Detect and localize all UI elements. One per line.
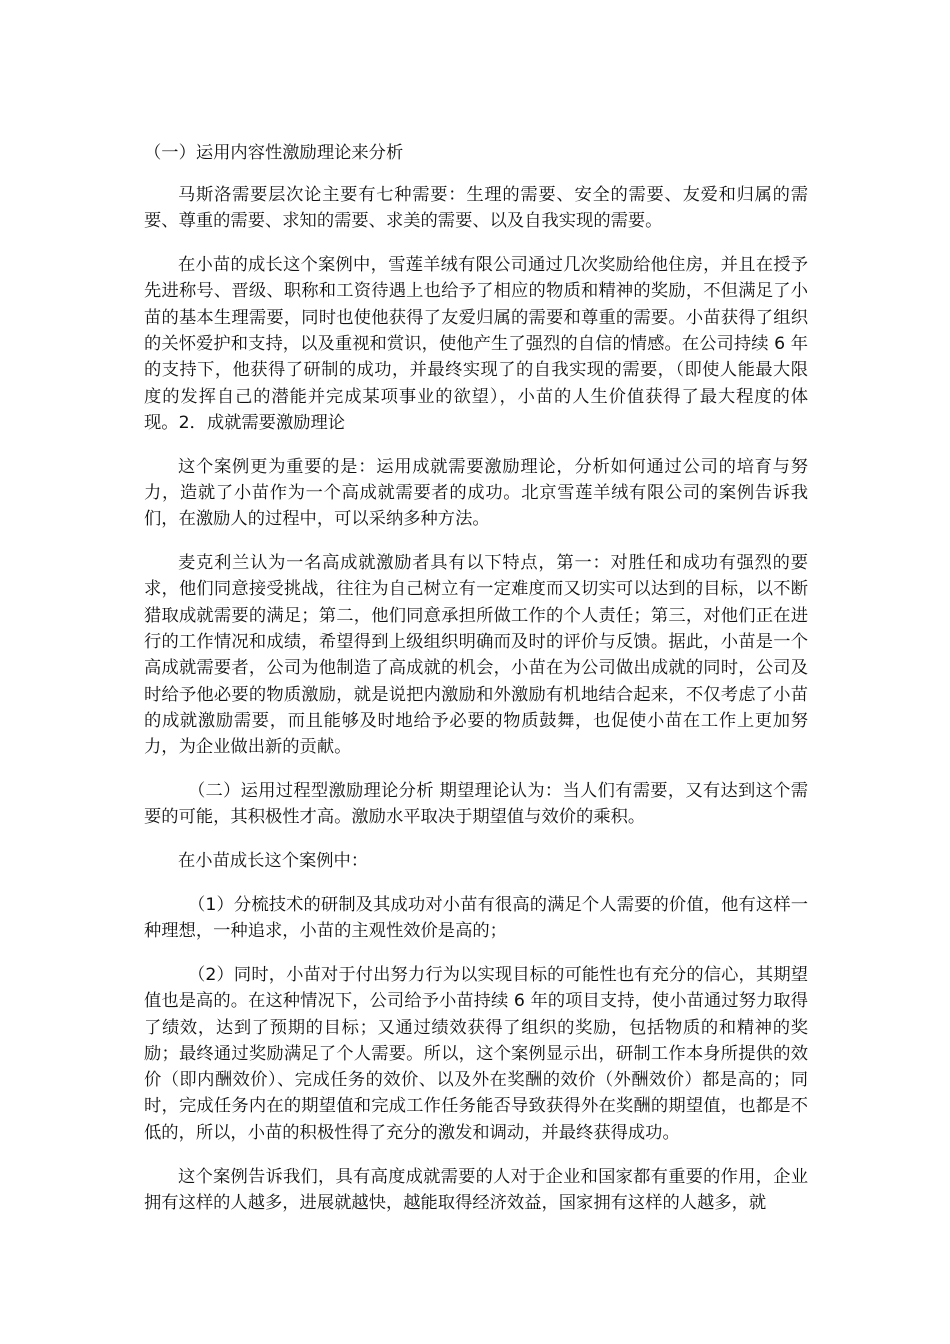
paragraph-point-1: （1）分梳技术的研制及其成功对小苗有很高的满足个人需要的价值，他有这样一种理想，一种追求，小苗的主观性效价是高的；: [144, 894, 808, 942]
document-page: [144, 140, 808, 1234]
paragraph-process-theory: （二）运用过程型激励理论分析 期望理论认为：当人们有需要，又有达到这个需要的可能，其积极性才高。激励水平取决于期望值与效价的乘积。: [144, 780, 808, 828]
paragraph-maslow: 马斯洛需要层次论主要有七种需要：生理的需要、安全的需要、友爱和归属的需要、尊重的需要、求知的需要、求美的需要、以及自我实现的需要。: [144, 185, 808, 232]
paragraph-mcclelland: 麦克利兰认为一名高成就激励者具有以下特点，第一：对胜任和成功有强烈的要求，他们同意接受挑战，往往为自己树立有一定难度而又切实可以达到的目标，以不断猎取成就需要的满足；第二，他们同意承担所做工作的个人责任；第三，对他们正在进行的工作情况和成绩，希望得到上级组织明确而及时的评价与反馈。据此，小苗是一个高成就需要者，公司为他制造了高成就的机会，小苗在为公司做出成就的同时，公司及时给予他必要的物质激励，就是说把内激励和外激励有机地结合起来，不仅考虑了小苗的成就激励需要，而且能够及时地给予必要的物质鼓舞，也促使小苗在工作上更加努力，为企业做出新的贡献。: [144, 553, 808, 758]
section-heading: （一）运用内容性激励理论来分析: [144, 143, 404, 163]
paragraph-case-growth: 在小苗的成长这个案例中，雪莲羊绒有限公司通过几次奖励给他住房，并且在授予先进称号、晋级、职称和工资待遇上也给予了相应的物质和精神的奖励，不但满足了小苗的基本生理需要，同时也使他获得了友爱归属的需要和尊重的需要。小苗获得了组织的关怀爱护和支持，以及重视和赏识，使他产生了强烈的自信的情感。在公司持续 6 年的支持下，他获得了研制的成功，并最终实现了的自我实现的需要，（即使人能最大限度的发挥自己的潜能并完成某项事业的欲望），小苗的人生价值获得了最大程度的体现。2．成就需要激励理论: [144, 255, 808, 433]
paragraph-case-intro: 在小苗成长这个案例中：: [178, 851, 369, 872]
paragraph-achievement: 这个案例更为重要的是：运用成就需要激励理论，分析如何通过公司的培育与努力，造就了小苗作为一个高成就需要者的成功。北京雪莲羊绒有限公司的案例告诉我们，在激励人的过程中，可以采纳多种方法。: [144, 456, 808, 530]
paragraph-conclusion: 这个案例告诉我们，具有高度成就需要的人对于企业和国家都有重要的作用，企业拥有这样的人越多，进展就越快，越能取得经济效益，国家拥有这样的人越多，就: [144, 1166, 808, 1213]
paragraph-point-2: （2）同时，小苗对于付出努力行为以实现目标的可能性也有充分的信心，其期望值也是高的。在这种情况下，公司给予小苗持续 6 年的项目支持，使小苗通过努力取得了绩效，达到了预期的目标；又通过绩效获得了组织的奖励，包括物质的和精神的奖励；最终通过奖励满足了个人需要。所以，这个案例显示出，研制工作本身所提供的效价（即内酬效价）、完成任务的效价、以及外在奖酬的效价（外酬效价）都是高的；同时，完成任务内在的期望值和完成工作任务能否导致获得外在奖酬的期望值，也都是不低的，所以，小苗的积极性得了充分的激发和调动，并最终获得成功。: [144, 964, 808, 1143]
